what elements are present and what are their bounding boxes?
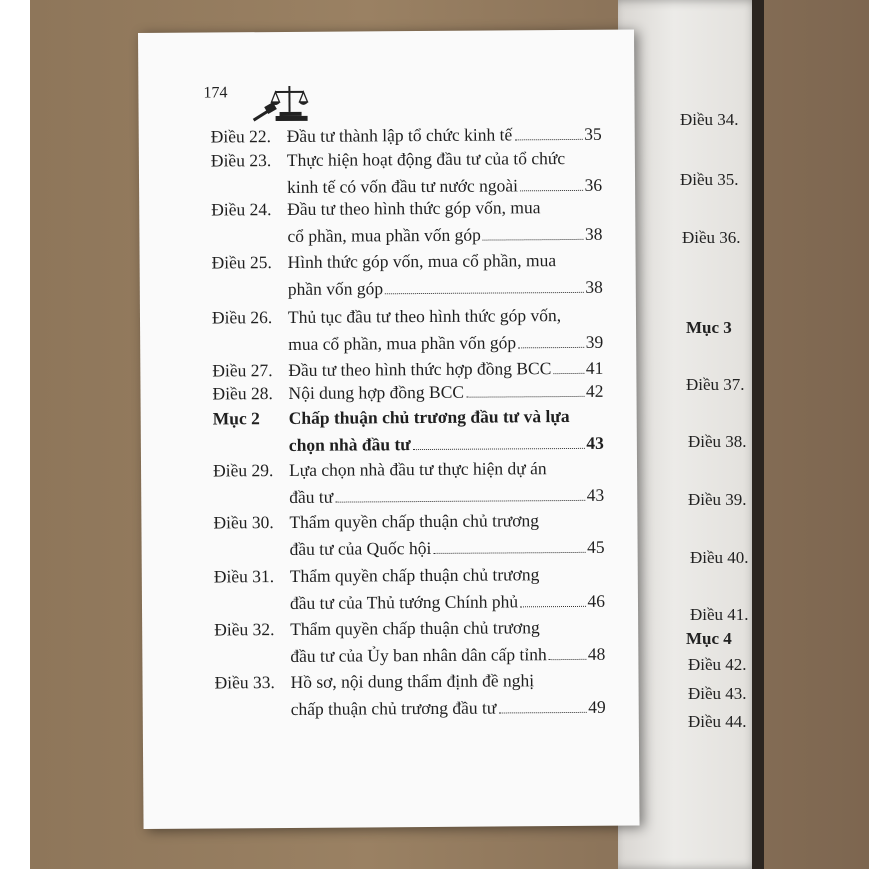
toc-entry-page: 43 <box>586 484 605 505</box>
toc-entry-number: Điều 23. <box>210 150 272 171</box>
dot-leader <box>385 291 583 294</box>
toc-entry-page: 48 <box>587 643 606 664</box>
right-page-entry: Điều 42. <box>688 655 747 674</box>
toc-entry-title-line: chấp thuận chủ trương đầu tư <box>290 697 497 719</box>
right-page-entry: Điều 38. <box>688 432 747 451</box>
toc-entry-title-line: chọn nhà đầu tư <box>288 434 411 455</box>
toc-entry <box>141 457 637 507</box>
book-edge <box>752 0 764 869</box>
toc-entry-number: Điều 33. <box>214 672 275 693</box>
dot-leader <box>553 372 583 374</box>
right-page-entry: Điều 44. <box>688 712 747 731</box>
toc-entry-title-line: Chấp thuận chủ trương đầu tư và lựa <box>288 405 570 428</box>
toc-entry <box>140 357 636 381</box>
toc-entry-title-line: đầu tư của Quốc hội <box>289 537 432 559</box>
toc-entry-title <box>290 669 605 720</box>
right-page-entry: Điều 41. <box>690 605 749 624</box>
toc-entry-number: Mục 2 <box>212 408 260 429</box>
toc-entry-title-line: mua cổ phần, mua phần vốn góp <box>288 332 517 354</box>
toc-entry <box>139 123 635 147</box>
dot-leader <box>413 447 585 450</box>
toc-entry <box>141 405 637 455</box>
toc-entry-title <box>289 509 604 560</box>
toc-entry-page: 38 <box>584 223 603 244</box>
toc-entry-title <box>288 380 603 404</box>
toc-entry-title <box>287 196 602 247</box>
toc-entry-title-line: Thẩm quyền chấp thuận chủ trương <box>290 617 540 639</box>
dot-leader <box>466 395 584 398</box>
table-of-contents <box>139 123 635 719</box>
toc-entry-title-line: Hình thức góp vốn, mua cổ phần, mua <box>287 250 557 272</box>
toc-entry-title-line: Thực hiện hoạt động đầu tư của tổ chức <box>286 148 566 170</box>
right-page-entry: Điều 37. <box>686 375 745 394</box>
toc-entry-title-line: cổ phần, mua phần vốn góp <box>287 224 481 246</box>
toc-entry-title-line: Thẩm quyền chấp thuận chủ trương <box>289 564 540 586</box>
toc-entry-number: Điều 29. <box>212 460 274 481</box>
dot-leader <box>518 346 584 348</box>
toc-entry <box>142 669 638 719</box>
right-page-entry: Mục 4 <box>686 629 732 648</box>
toc-entry-page: 35 <box>584 123 602 144</box>
toc-entry-title <box>290 563 605 614</box>
toc-entry-title-line: đầu tư của Ủy ban nhân dân cấp tỉnh <box>290 644 547 666</box>
right-page-entry: Điều 36. <box>682 228 741 247</box>
toc-entry-title <box>289 457 604 508</box>
toc-entry-number: Điều 22. <box>210 126 272 147</box>
toc-entry-number: Điều 24. <box>211 199 272 220</box>
toc-entry-title-line: phần vốn góp <box>287 278 384 299</box>
toc-entry <box>142 616 638 666</box>
toc-entry-title-line: Nội dung hợp đồng BCC <box>288 381 465 403</box>
toc-entry-page: 41 <box>585 357 604 378</box>
toc-entry-title-line: Hồ sơ, nội dung thẩm định đề nghị <box>290 670 535 692</box>
dot-leader <box>520 605 585 607</box>
dot-leader <box>483 238 583 241</box>
toc-entry-page: 43 <box>586 432 604 453</box>
toc-entry-title-line: đầu tư của Thủ tướng Chính phủ <box>289 591 519 613</box>
toc-entry-number: Điều 31. <box>213 566 275 587</box>
toc-entry-number: Điều 30. <box>213 512 274 533</box>
toc-entry-title <box>289 405 604 456</box>
dot-leader <box>433 551 585 554</box>
page-number: 174 <box>203 84 228 102</box>
toc-entry-title-line: Đầu tư theo hình thức góp vốn, mua <box>287 197 541 219</box>
toc-entry-number: Điều 25. <box>211 252 272 273</box>
right-page-entry: Điều 40. <box>690 548 749 567</box>
dot-leader <box>498 711 586 714</box>
toc-entry-title <box>287 123 602 147</box>
dot-leader <box>520 189 583 191</box>
toc-entry-title-line: Thẩm quyền chấp thuận chủ trương <box>289 510 540 532</box>
toc-entry-number: Điều 28. <box>212 383 273 404</box>
right-book-page <box>618 0 758 869</box>
toc-entry-title <box>288 249 603 300</box>
toc-entry-title-line: Thủ tục đầu tư theo hình thức góp vốn, <box>287 305 562 327</box>
toc-entry <box>142 563 638 613</box>
toc-entry-page: 49 <box>588 696 606 717</box>
right-page-entry: Điều 34. <box>680 110 739 129</box>
toc-entry-number: Điều 32. <box>214 619 275 640</box>
toc-entry-page: 42 <box>585 380 604 401</box>
right-page-entry: Điều 39. <box>688 490 747 509</box>
toc-entry-number: Điều 27. <box>212 360 273 381</box>
toc-entry-number: Điều 26. <box>211 307 273 328</box>
toc-entry <box>140 249 636 299</box>
toc-entry-title-line: Đầu tư theo hình thức hợp đồng BCC <box>288 358 552 380</box>
toc-entry-title <box>290 616 605 667</box>
toc-entry <box>140 304 636 354</box>
toc-entry-page: 38 <box>585 276 603 297</box>
toc-entry-page: 36 <box>584 174 603 195</box>
toc-entry-page: 39 <box>585 331 604 352</box>
toc-entry-page: 45 <box>587 536 605 557</box>
toc-entry-title-line: Đầu tư thành lập tổ chức kinh tế <box>286 124 513 146</box>
toc-entry-title <box>288 304 603 355</box>
right-page-entry: Điều 35. <box>680 170 739 189</box>
right-page-entry: Mục 3 <box>686 318 732 337</box>
toc-entry-page: 46 <box>587 590 606 611</box>
scales-of-justice-icon <box>251 82 315 122</box>
toc-entry <box>141 509 637 559</box>
dot-leader <box>514 138 582 140</box>
right-page-entry: Điều 43. <box>688 684 747 703</box>
dot-leader <box>335 499 585 503</box>
toc-entry-title <box>288 357 603 381</box>
left-book-page <box>138 30 640 829</box>
toc-entry-title-line: đầu tư <box>289 486 334 507</box>
toc-entry-title-line: Lựa chọn nhà đầu tư thực hiện dự án <box>288 458 547 480</box>
dot-leader <box>549 658 586 660</box>
toc-entry-title <box>287 147 602 198</box>
toc-entry-title-line: kinh tế có vốn đầu tư nước ngoài <box>287 175 519 197</box>
